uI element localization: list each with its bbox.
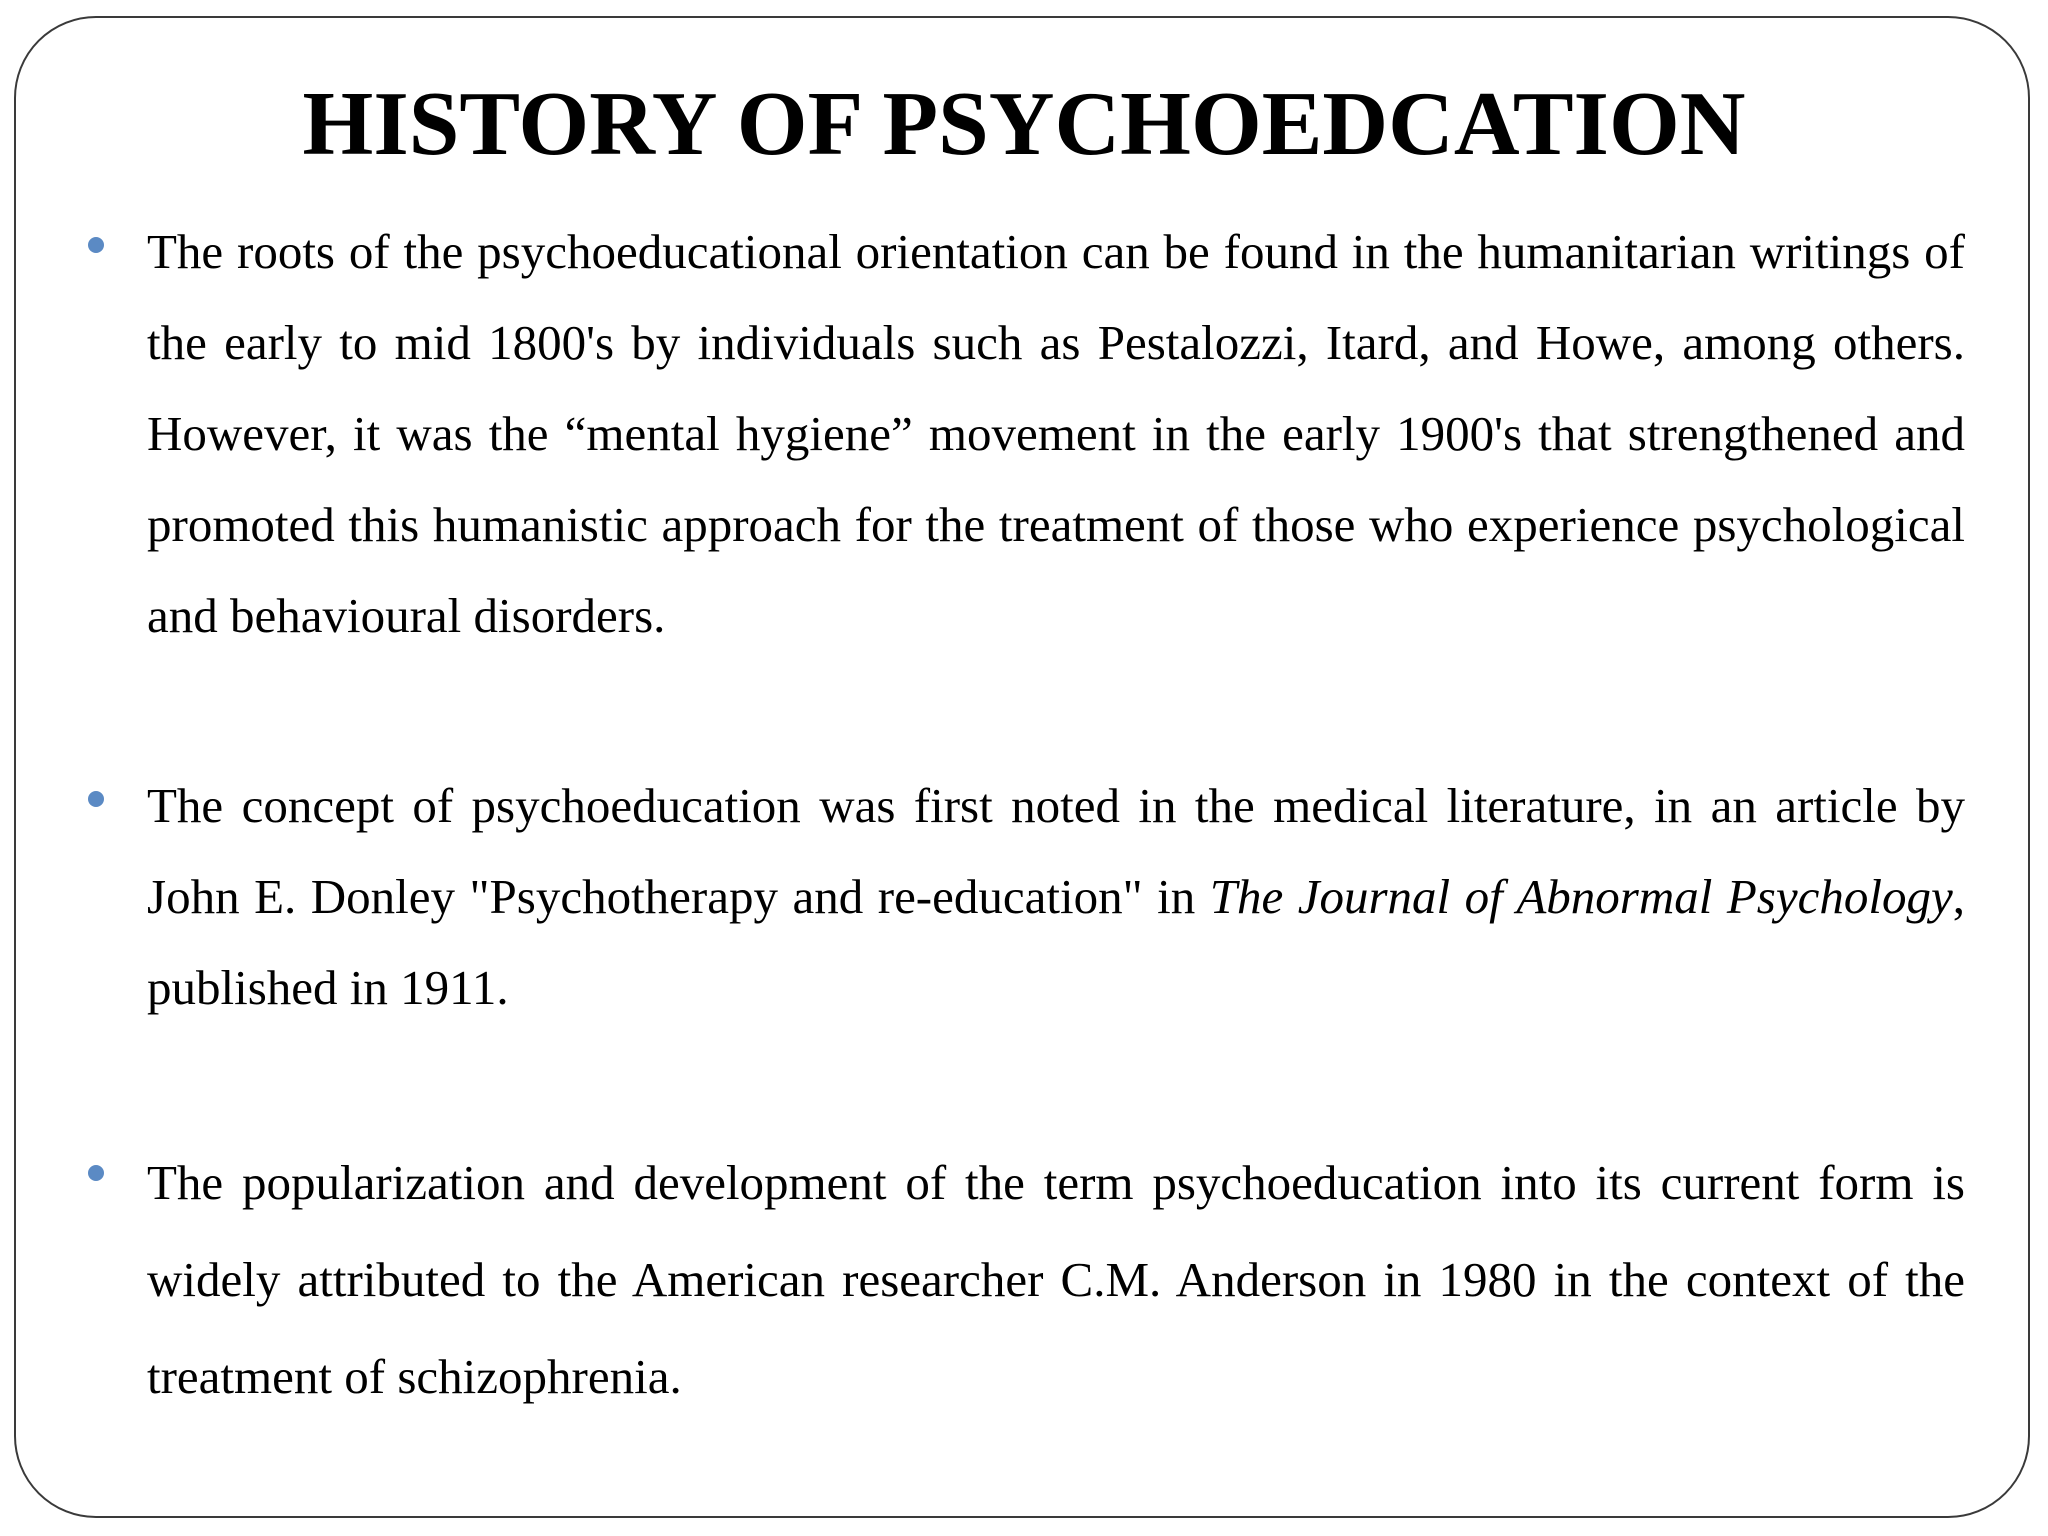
- bullet-dot-icon: [88, 1165, 104, 1181]
- bullet-dot-icon: [88, 791, 104, 807]
- bullet-text-before: The concept of psychoeducation was first noted in the medical literature, in an article by John E. Donley "Psychotherapy and re-education" in: [147, 778, 1965, 924]
- journal-title: The Journal of Abnormal Psychology: [1209, 869, 1953, 924]
- bullet-text: [147, 760, 1965, 1033]
- bullet-text-after: , published in 1911.: [147, 869, 1965, 1015]
- bullet-dot-icon: [88, 237, 104, 253]
- bullet-text: The popularization and development of the term psychoeducation into its current form is widely attributed to the American researcher C.M. Anderson in 1980 in the context of the treatment of schizophrenia.: [147, 1155, 1965, 1404]
- bullet-text: The roots of the psychoeducational orientation can be found in the humanitarian writings of the early to mid 1800's by individuals such as Pestalozzi, Itard, and Howe, among others. However, it was the “mental hygiene” movement in the early 1900's that strengthened and promoted this humanistic approach for the treatment of those who experience psychological and behavioural disorders.: [147, 224, 1965, 643]
- slide-title: HISTORY OF PSYCHOEDCATION: [302, 73, 1746, 174]
